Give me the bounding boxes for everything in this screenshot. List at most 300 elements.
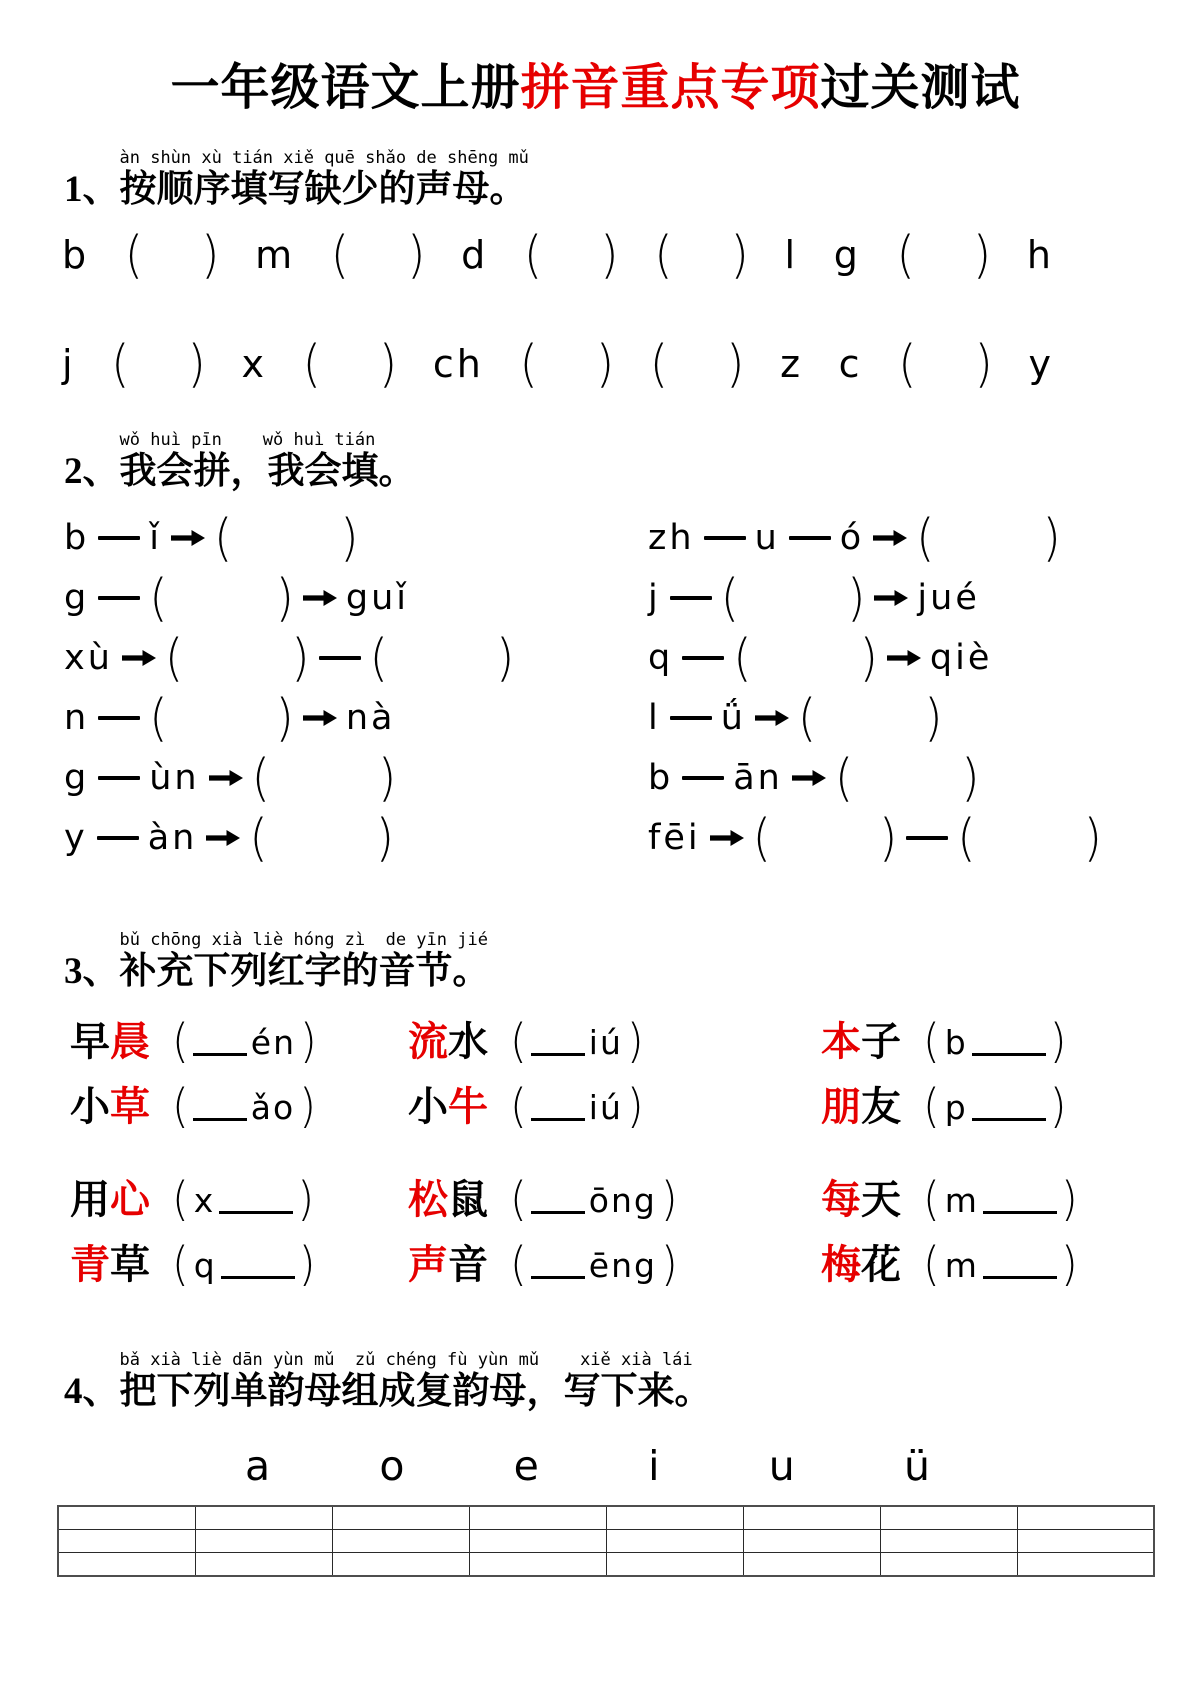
blank-underline bbox=[221, 1252, 295, 1279]
syllable-answer bbox=[923, 1079, 1067, 1134]
paren-open: ( bbox=[124, 225, 144, 286]
word bbox=[821, 1177, 901, 1223]
section-1-heading bbox=[0, 150, 1191, 210]
syllable-answer bbox=[510, 1079, 644, 1134]
paren-blank bbox=[251, 748, 397, 808]
paren-blank bbox=[649, 334, 745, 395]
answer-cell bbox=[58, 1552, 195, 1576]
paren-open: ( bbox=[510, 1237, 527, 1292]
paren-open: ( bbox=[172, 1172, 189, 1227]
paren-close: ) bbox=[377, 748, 397, 808]
answer-cell bbox=[195, 1506, 332, 1530]
section-1-number: 1、 bbox=[64, 169, 120, 211]
section-2-heading bbox=[0, 432, 1191, 492]
word bbox=[70, 1084, 150, 1130]
paren-close: ) bbox=[878, 808, 898, 868]
pinyin-letter: y bbox=[1028, 341, 1054, 386]
blend-expression bbox=[648, 808, 1191, 868]
dash-connector bbox=[98, 536, 140, 540]
paren-open: ( bbox=[302, 334, 321, 395]
pinyin-letter: b bbox=[648, 758, 674, 799]
chinese-char: 友 bbox=[861, 1084, 901, 1130]
paren-open: ( bbox=[923, 1079, 940, 1134]
blank-underline bbox=[193, 1029, 247, 1056]
pinyin-letter: nà bbox=[345, 698, 396, 739]
pinyin-letter: l bbox=[648, 698, 661, 739]
blend-expression bbox=[64, 568, 648, 628]
red-char-group-1 bbox=[0, 1010, 1191, 1140]
pinyin-letter: b bbox=[64, 518, 90, 559]
given-initial: x bbox=[193, 1180, 216, 1220]
section-2-title-text: 我会拼，我会填。 bbox=[119, 451, 416, 493]
blank-underline bbox=[531, 1094, 585, 1121]
paren-open: ( bbox=[164, 628, 184, 688]
blank-underline bbox=[983, 1187, 1057, 1214]
paren-close: ) bbox=[626, 1079, 644, 1134]
red-char-group-2 bbox=[0, 1168, 1191, 1298]
pinyin-letter: ü bbox=[903, 1441, 933, 1490]
pinyin-letter: ǘ bbox=[720, 698, 746, 739]
given-final: ǎo bbox=[250, 1087, 296, 1127]
section-1-pinyin-annotation: àn shùn xù tián xiě quē shǎo de shēng mǔ bbox=[119, 148, 529, 169]
blank-underline bbox=[972, 1029, 1046, 1056]
paren-close: ) bbox=[974, 334, 993, 395]
red-char-item bbox=[70, 1075, 408, 1140]
paren-open: ( bbox=[251, 748, 270, 808]
section-1-heading-stack bbox=[120, 150, 529, 210]
paren-open: ( bbox=[172, 1237, 189, 1292]
section-3-pinyin-annotation: bǔ chōng xià liè hóng zì de yīn jié bbox=[119, 930, 488, 951]
given-final: iú bbox=[588, 1022, 623, 1062]
pinyin-letter: h bbox=[1026, 232, 1054, 277]
pinyin-letter: c bbox=[838, 341, 863, 386]
blend-expression bbox=[648, 508, 1191, 568]
pinyin-letter: g bbox=[64, 758, 90, 799]
page-title bbox=[0, 0, 1191, 116]
syllable-answer bbox=[172, 1172, 315, 1227]
paren-close: ) bbox=[291, 628, 310, 688]
paren-blank bbox=[124, 225, 220, 286]
paren-blank bbox=[720, 568, 866, 628]
paren-open: ( bbox=[213, 508, 233, 568]
paren-open: ( bbox=[523, 225, 543, 286]
paren-open: ( bbox=[111, 334, 130, 395]
given-initial: q bbox=[193, 1245, 217, 1285]
pinyin-letter: ch bbox=[432, 341, 484, 386]
red-char: 梅 bbox=[821, 1242, 861, 1288]
initials-row-2 bbox=[62, 334, 1054, 395]
blend-expression bbox=[64, 628, 648, 688]
pinyin-letter: jué bbox=[917, 578, 980, 619]
answer-cell bbox=[743, 1529, 880, 1552]
paren-open: ( bbox=[923, 1172, 940, 1227]
pinyin-letter: n bbox=[64, 698, 90, 739]
blend-expression bbox=[648, 688, 1191, 748]
blend-expression bbox=[64, 748, 648, 808]
pinyin-letter: m bbox=[255, 232, 296, 277]
answer-cell bbox=[195, 1552, 332, 1576]
red-char: 心 bbox=[110, 1177, 150, 1223]
pinyin-letter: zh bbox=[648, 518, 695, 559]
pinyin-letter: ùn bbox=[149, 758, 200, 799]
red-char: 每 bbox=[821, 1177, 861, 1223]
pinyin-letter: g bbox=[64, 578, 90, 619]
paren-open: ( bbox=[369, 628, 388, 688]
section-4-number: 4、 bbox=[64, 1370, 120, 1412]
paren-blank bbox=[369, 628, 515, 688]
pinyin-letter: ǐ bbox=[149, 518, 162, 559]
section-2-pinyin-annotation: wǒ huì pīn wǒ huì tián bbox=[119, 430, 376, 451]
red-char: 牛 bbox=[448, 1084, 488, 1130]
paren-open: ( bbox=[172, 1014, 189, 1069]
dash-connector bbox=[670, 716, 712, 720]
paren-close: ) bbox=[1060, 1237, 1078, 1292]
red-char-item bbox=[70, 1168, 408, 1233]
syllable-answer bbox=[923, 1014, 1067, 1069]
chinese-char: 花 bbox=[861, 1242, 901, 1288]
paren-close: ) bbox=[300, 1014, 317, 1069]
syllable-answer bbox=[172, 1237, 316, 1292]
pinyin-letter: i bbox=[648, 1441, 663, 1490]
dash-connector bbox=[98, 716, 140, 720]
paren-close: ) bbox=[1083, 808, 1102, 868]
answer-table bbox=[57, 1505, 1155, 1577]
chinese-char: 鼠 bbox=[448, 1177, 488, 1223]
word bbox=[408, 1242, 488, 1288]
red-char: 本 bbox=[821, 1019, 861, 1065]
dash-connector bbox=[789, 536, 831, 540]
answer-cell bbox=[880, 1529, 1017, 1552]
pinyin-letter: ān bbox=[733, 758, 783, 799]
section-3-heading bbox=[0, 932, 1191, 992]
paren-open: ( bbox=[720, 568, 740, 628]
blank-underline bbox=[219, 1187, 293, 1214]
right-arrow-icon bbox=[303, 709, 337, 727]
red-char-item bbox=[408, 1075, 821, 1140]
paren-open: ( bbox=[172, 1079, 189, 1134]
section-1-title-text: 按顺序填写缺少的声母。 bbox=[119, 169, 527, 211]
section-2-number: 2、 bbox=[64, 451, 120, 493]
pinyin-letter: o bbox=[379, 1441, 408, 1490]
pinyin-letter: b bbox=[62, 232, 90, 277]
answer-cell bbox=[743, 1506, 880, 1530]
paren-blank bbox=[916, 508, 1061, 568]
answer-cell bbox=[1017, 1552, 1154, 1576]
paren-close: ) bbox=[275, 688, 294, 748]
blend-expression bbox=[648, 568, 1191, 628]
answer-cell bbox=[469, 1529, 606, 1552]
paren-blank bbox=[752, 808, 898, 868]
paren-close: ) bbox=[297, 1172, 315, 1227]
paren-close: ) bbox=[726, 334, 745, 395]
paren-blank bbox=[898, 334, 993, 395]
paren-open: ( bbox=[510, 1079, 527, 1134]
syllable-answer bbox=[923, 1172, 1078, 1227]
pinyin-letter: e bbox=[513, 1441, 542, 1490]
given-final: iú bbox=[588, 1087, 623, 1127]
red-char: 朋 bbox=[821, 1084, 861, 1130]
paren-close: ) bbox=[495, 628, 515, 688]
paren-blank bbox=[519, 334, 615, 395]
given-final: ēng bbox=[588, 1245, 657, 1285]
answer-cell bbox=[880, 1552, 1017, 1576]
syllable-answer bbox=[510, 1014, 644, 1069]
paren-open: ( bbox=[916, 508, 935, 568]
paren-blank bbox=[330, 225, 426, 286]
paren-close: ) bbox=[660, 1237, 678, 1292]
paren-open: ( bbox=[752, 808, 771, 868]
chinese-char: 小 bbox=[408, 1084, 448, 1130]
pinyin-letter: fēi bbox=[648, 818, 701, 859]
right-arrow-icon bbox=[171, 529, 205, 547]
blend-expression bbox=[648, 748, 1191, 808]
pinyin-letter: l bbox=[784, 232, 799, 277]
dash-connector bbox=[682, 776, 724, 780]
paren-blank bbox=[213, 508, 359, 568]
word bbox=[408, 1019, 488, 1065]
paren-open: ( bbox=[898, 334, 917, 395]
dash-connector bbox=[704, 536, 746, 540]
section-4-heading bbox=[0, 1349, 1191, 1412]
right-arrow-icon bbox=[710, 829, 744, 847]
word bbox=[821, 1019, 901, 1065]
red-char: 晨 bbox=[110, 1019, 150, 1065]
paren-open: ( bbox=[649, 334, 669, 395]
dash-connector bbox=[98, 776, 140, 780]
answer-table-body bbox=[58, 1506, 1154, 1576]
title-red-highlight: 拼音重点专项 bbox=[520, 60, 821, 115]
pinyin-letter: xù bbox=[64, 638, 113, 679]
right-arrow-icon bbox=[873, 529, 907, 547]
answer-cell bbox=[1017, 1506, 1154, 1530]
paren-close: ) bbox=[595, 334, 615, 395]
red-char-item bbox=[70, 1010, 408, 1075]
answer-cell bbox=[332, 1529, 469, 1552]
paren-open: ( bbox=[510, 1172, 527, 1227]
chinese-char: 草 bbox=[110, 1242, 150, 1288]
section-3-number: 3、 bbox=[64, 951, 120, 993]
paren-open: ( bbox=[797, 688, 817, 748]
paren-close: ) bbox=[275, 568, 294, 628]
chinese-char: 用 bbox=[70, 1177, 110, 1223]
blank-underline bbox=[193, 1094, 247, 1121]
paren-open: ( bbox=[923, 1237, 940, 1292]
pinyin-letter: j bbox=[62, 341, 76, 386]
word bbox=[70, 1177, 150, 1223]
given-final: ōng bbox=[588, 1180, 657, 1220]
red-char: 草 bbox=[110, 1084, 150, 1130]
paren-blank bbox=[149, 568, 294, 628]
paren-close: ) bbox=[600, 225, 619, 286]
pinyin-letter: a bbox=[245, 1441, 274, 1490]
right-arrow-icon bbox=[792, 769, 826, 787]
pinyin-letter: d bbox=[461, 232, 489, 277]
blank-underline bbox=[531, 1187, 585, 1214]
syllable-answer bbox=[923, 1237, 1078, 1292]
word bbox=[408, 1177, 488, 1223]
red-char-item bbox=[408, 1010, 821, 1075]
paren-blank bbox=[302, 334, 398, 395]
paren-close: ) bbox=[1042, 508, 1061, 568]
paren-close: ) bbox=[660, 1172, 678, 1227]
answer-cell bbox=[606, 1506, 743, 1530]
blank-underline bbox=[983, 1252, 1057, 1279]
answer-cell bbox=[743, 1552, 880, 1576]
pinyin-letter: q bbox=[648, 638, 674, 679]
given-initial: p bbox=[944, 1087, 968, 1127]
syllable-blend-grid bbox=[0, 508, 1191, 868]
word bbox=[821, 1242, 901, 1288]
dash-connector bbox=[319, 656, 361, 660]
paren-open: ( bbox=[923, 1014, 940, 1069]
syllable-answer bbox=[172, 1079, 316, 1134]
pinyin-letter: ó bbox=[839, 518, 865, 559]
right-arrow-icon bbox=[206, 829, 240, 847]
single-vowels-row bbox=[245, 1442, 933, 1491]
paren-open: ( bbox=[834, 748, 854, 808]
answer-cell bbox=[606, 1529, 743, 1552]
answer-cell bbox=[58, 1529, 195, 1552]
pinyin-letter: àn bbox=[147, 818, 198, 859]
paren-open: ( bbox=[519, 334, 538, 395]
section-2-heading-stack bbox=[120, 432, 416, 492]
paren-blank bbox=[733, 628, 878, 688]
chinese-char: 早 bbox=[70, 1019, 110, 1065]
answer-cell bbox=[606, 1552, 743, 1576]
right-arrow-icon bbox=[887, 649, 921, 667]
paren-blank bbox=[834, 748, 980, 808]
pinyin-letter: x bbox=[241, 341, 267, 386]
answer-row bbox=[58, 1529, 1154, 1552]
syllable-answer bbox=[510, 1237, 678, 1292]
section-4-pinyin-annotation: bǎ xià liè dān yùn mǔ zǔ chéng fù yùn mǔ xiě xià lái bbox=[119, 1349, 693, 1370]
given-initial: m bbox=[944, 1180, 979, 1220]
blank-underline bbox=[531, 1252, 585, 1279]
paren-blank bbox=[797, 688, 943, 748]
dash-connector bbox=[97, 836, 139, 840]
initials-row-1 bbox=[62, 225, 1054, 286]
paren-blank bbox=[896, 225, 992, 286]
paren-close: ) bbox=[407, 225, 426, 286]
answer-cell bbox=[469, 1552, 606, 1576]
section-4-heading-stack bbox=[119, 1349, 712, 1412]
paren-blank bbox=[249, 808, 395, 868]
dash-connector bbox=[906, 836, 948, 840]
given-initial: m bbox=[944, 1245, 979, 1285]
answer-cell bbox=[58, 1506, 195, 1530]
word bbox=[408, 1084, 488, 1130]
paren-open: ( bbox=[896, 225, 915, 286]
chinese-char: 天 bbox=[861, 1177, 901, 1223]
pinyin-letter: g bbox=[833, 232, 861, 277]
section-3-heading-stack bbox=[120, 932, 490, 992]
paren-open: ( bbox=[957, 808, 976, 868]
paren-close: ) bbox=[340, 508, 359, 568]
answer-cell bbox=[332, 1506, 469, 1530]
pinyin-letter: u bbox=[754, 518, 780, 559]
paren-close: ) bbox=[1049, 1079, 1067, 1134]
paren-close: ) bbox=[1060, 1172, 1078, 1227]
red-char-item bbox=[821, 1075, 1191, 1140]
paren-close: ) bbox=[299, 1079, 316, 1134]
word bbox=[70, 1242, 150, 1288]
answer-row bbox=[58, 1552, 1154, 1576]
title-black-tail: 过关测试 bbox=[820, 60, 1021, 115]
right-arrow-icon bbox=[209, 769, 243, 787]
red-char: 青 bbox=[70, 1242, 110, 1288]
given-final: én bbox=[250, 1022, 296, 1062]
paren-close: ) bbox=[298, 1237, 316, 1292]
paren-close: ) bbox=[859, 628, 878, 688]
red-char-item bbox=[408, 1168, 821, 1233]
word bbox=[70, 1019, 150, 1065]
chinese-char: 小 bbox=[70, 1084, 110, 1130]
paren-close: ) bbox=[972, 225, 992, 286]
chinese-char: 音 bbox=[448, 1242, 488, 1288]
blend-expression bbox=[64, 508, 648, 568]
paren-open: ( bbox=[510, 1014, 527, 1069]
blend-expression bbox=[648, 628, 1191, 688]
syllable-answer bbox=[510, 1172, 678, 1227]
paren-close: ) bbox=[961, 748, 980, 808]
paren-close: ) bbox=[375, 808, 395, 868]
red-char: 流 bbox=[408, 1019, 448, 1065]
paren-close: ) bbox=[924, 688, 943, 748]
answer-cell bbox=[332, 1552, 469, 1576]
answer-cell bbox=[469, 1506, 606, 1530]
pinyin-letter: qiè bbox=[929, 638, 993, 679]
paren-open: ( bbox=[654, 225, 673, 286]
right-arrow-icon bbox=[755, 709, 789, 727]
right-arrow-icon bbox=[874, 589, 908, 607]
paren-blank bbox=[164, 628, 310, 688]
paren-blank bbox=[111, 334, 206, 395]
syllable-answer bbox=[172, 1014, 317, 1069]
paren-open: ( bbox=[330, 225, 350, 286]
right-arrow-icon bbox=[303, 589, 337, 607]
paren-open: ( bbox=[149, 568, 168, 628]
answer-cell bbox=[1017, 1529, 1154, 1552]
answer-cell bbox=[880, 1506, 1017, 1530]
paren-close: ) bbox=[730, 225, 749, 286]
paren-close: ) bbox=[847, 568, 866, 628]
title-black-lead: 一年级语文上册 bbox=[170, 60, 521, 115]
pinyin-letter: guǐ bbox=[345, 578, 410, 619]
pinyin-letter: j bbox=[648, 578, 661, 619]
paren-close: ) bbox=[201, 225, 220, 286]
dash-connector bbox=[682, 656, 724, 660]
given-initial: b bbox=[944, 1022, 968, 1062]
chinese-char: 水 bbox=[448, 1019, 488, 1065]
paren-blank bbox=[957, 808, 1102, 868]
red-char-item bbox=[821, 1010, 1191, 1075]
paren-close: ) bbox=[626, 1014, 644, 1069]
paren-blank bbox=[523, 225, 619, 286]
red-char-item bbox=[821, 1233, 1191, 1298]
blend-expression bbox=[64, 688, 648, 748]
answer-cell bbox=[195, 1529, 332, 1552]
paren-blank bbox=[654, 225, 749, 286]
word bbox=[821, 1084, 901, 1130]
blend-expression bbox=[64, 808, 648, 868]
section-3-title-text: 补充下列红字的音节。 bbox=[119, 951, 490, 993]
paren-close: ) bbox=[1049, 1014, 1067, 1069]
dash-connector bbox=[670, 596, 712, 600]
paren-close: ) bbox=[187, 334, 206, 395]
pinyin-letter: y bbox=[64, 818, 88, 859]
red-char-item bbox=[70, 1233, 408, 1298]
paren-open: ( bbox=[149, 688, 168, 748]
